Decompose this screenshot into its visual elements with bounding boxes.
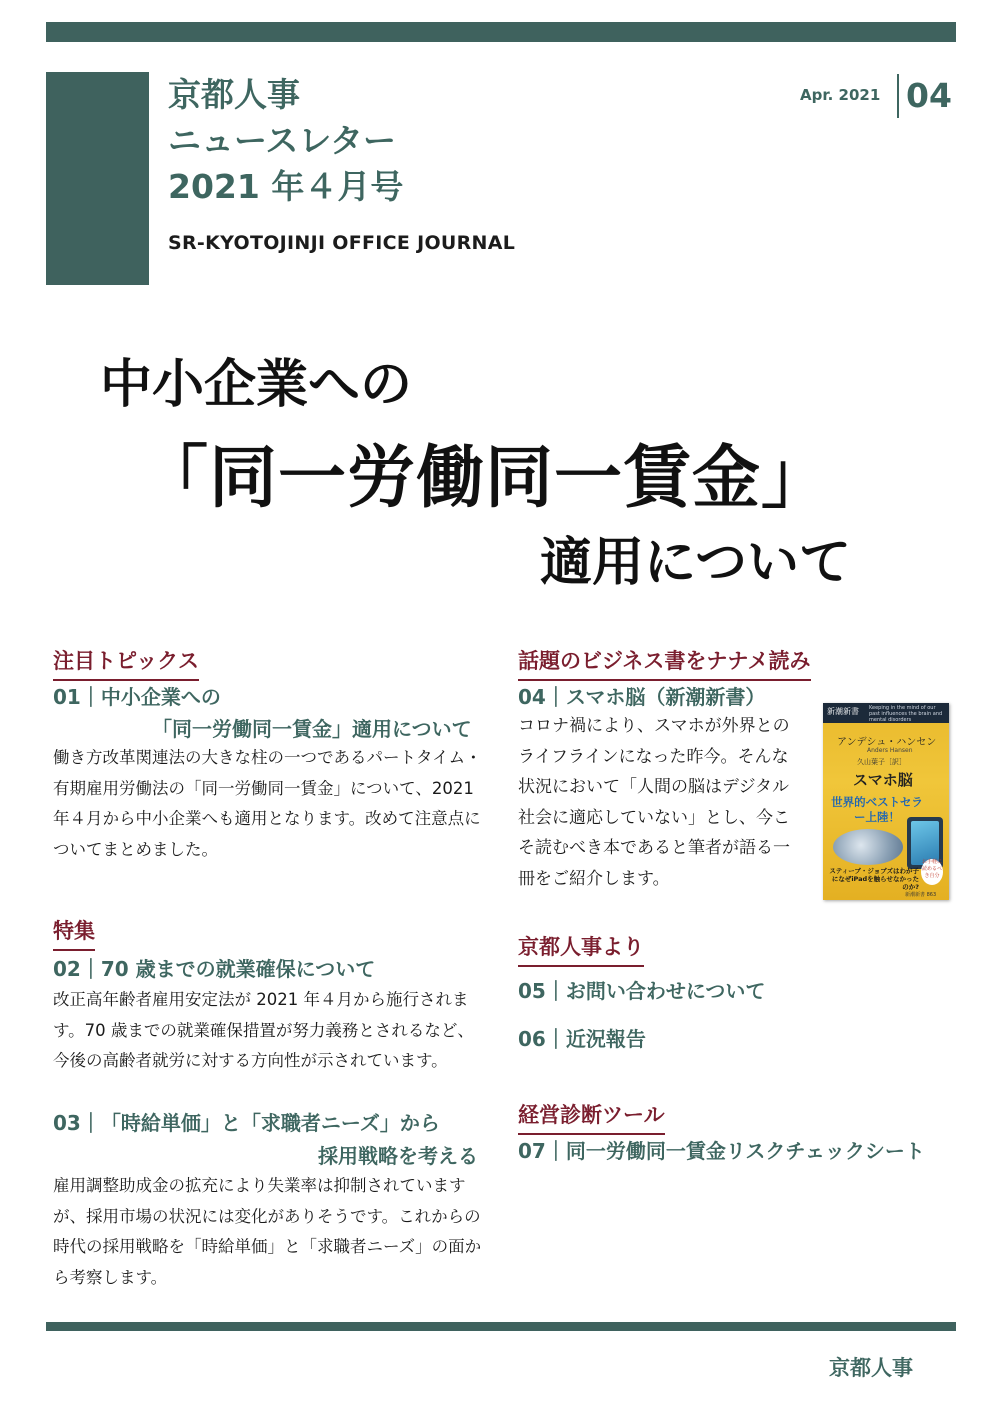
- item-01-title-cont[interactable]: 「同一労働同一賃金」適用について: [152, 717, 472, 741]
- title-line-1: 京都人事: [168, 75, 300, 114]
- item-03-title[interactable]: 03｜「時給単価」と「求職者ニーズ」から: [53, 1111, 440, 1135]
- item-04-body: コロナ禍により、スマホが外界とのライフラインになった昨今。そんな状況において「人間の脳はデジタル社会に適応していない」とし、今こそ読むべき本であると筆者が語る一冊をご紹介します。: [518, 716, 790, 889]
- item-03-body: 雇用調整助成金の拡充により失業率は抑制されていますが、採用市場の状況には変化がありそうです。これからの時代の採用戦略を「時給単価」と「求職者ニーズ」の面から考察します。: [53, 1176, 482, 1287]
- journal-subtitle: SR-KYOTOJINJI OFFICE JOURNAL: [168, 232, 516, 254]
- book-english-text: Keeping in the mind of our past influences the brain and mental disorders: [869, 705, 943, 723]
- item-06-title[interactable]: 06｜近況報告: [518, 1027, 646, 1051]
- bottom-rule: [46, 1322, 956, 1331]
- section-heading-feature: 特集: [53, 915, 95, 951]
- book-copy: スティーブ・ジョブズはわが子になぜiPadを触らせなかったのか?: [829, 867, 919, 891]
- book-badge: お手軽に読めるべき自分: [921, 859, 943, 885]
- top-rule: [46, 22, 956, 42]
- book-publisher: 新潮新書 863: [905, 892, 937, 898]
- section-heading-books: 話題のビジネス書をナナメ読み: [518, 645, 811, 681]
- book-blurb: 世界的ベストセラー上陸！: [831, 795, 923, 824]
- footer-brand: 京都人事: [829, 1356, 913, 1380]
- item-01-body: 働き方改革関連法の大きな柱の一つであるパートタイム・有期雇用労働法の「同一労働同一賃金」について、2021 年４月から中小企業へも適用となります。改めて注意点についてまとめました。: [53, 748, 482, 859]
- brain-illustration: [833, 829, 903, 865]
- item-03-title-cont[interactable]: 採用戦略を考える: [318, 1144, 478, 1168]
- headline-line-3: 適用について: [540, 533, 851, 593]
- item-02-body: 改正高年齢者雇用安定法が 2021 年４月から施行されます。70 歳までの就業確保措置が努力義務とされるなど、今後の高齢者就労に対する方向性が示されています。: [53, 990, 474, 1070]
- book-title: スマホ脳: [853, 771, 913, 789]
- title-line-3: 2021 年４月号: [168, 167, 404, 206]
- issue-number: 04: [906, 76, 952, 115]
- book-translator: 久山葉子［訳］: [857, 758, 906, 766]
- section-heading-tools: 経営診断ツール: [518, 1099, 665, 1135]
- item-01-title[interactable]: 01｜中小企業への: [53, 685, 221, 709]
- item-02-title[interactable]: 02｜70 歳までの就業確保について: [53, 957, 376, 981]
- title-line-2: ニュースレター: [168, 121, 397, 160]
- newsletter-title: [168, 72, 403, 210]
- book-author: アンデシュ・ハンセン: [837, 737, 937, 748]
- book-brand: 新潮新書: [827, 707, 859, 716]
- headline-line-2: 「同一労働同一賃金」: [140, 439, 831, 518]
- header-color-block: [46, 72, 149, 285]
- section-heading-topics: 注目トピックス: [53, 645, 199, 681]
- item-07-title[interactable]: 07｜同一労働同一賃金リスクチェックシート: [518, 1139, 925, 1163]
- book-author-en: Anders Hansen: [867, 747, 913, 754]
- section-heading-office: 京都人事より: [518, 931, 644, 967]
- book-cover-image: [823, 703, 949, 900]
- item-05-title[interactable]: 05｜お問い合わせについて: [518, 979, 766, 1003]
- issue-date: Apr. 2021: [800, 86, 881, 104]
- headline-line-1: 中小企業への: [100, 355, 413, 415]
- issue-divider: [897, 74, 899, 118]
- item-04-title[interactable]: 04｜スマホ脳（新潮新書）: [518, 685, 766, 709]
